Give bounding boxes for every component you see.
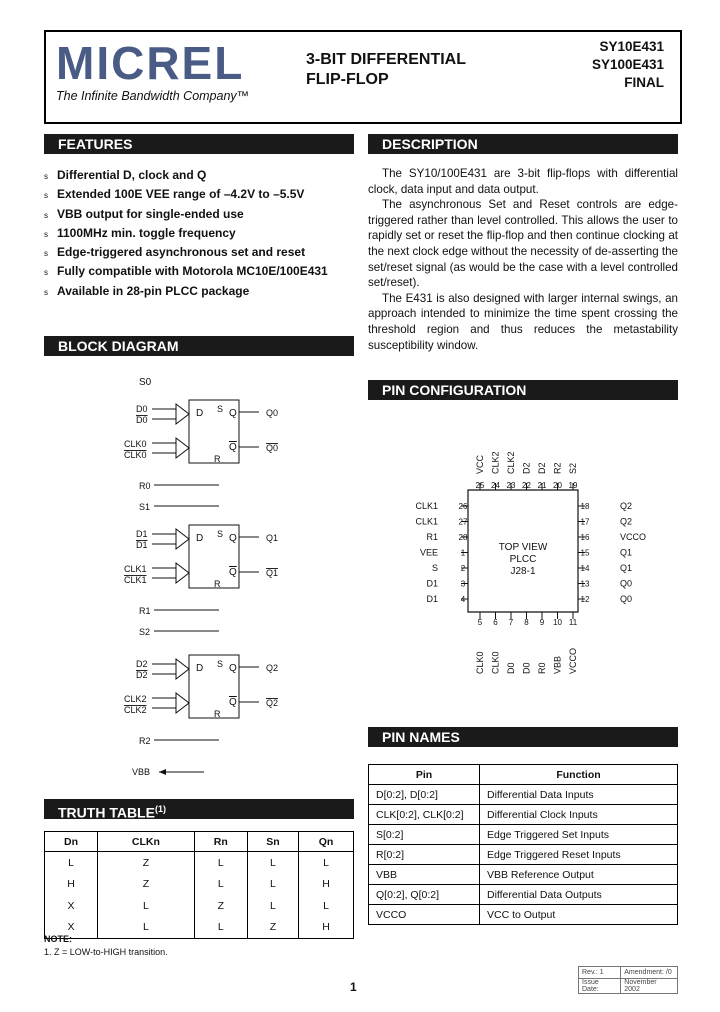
bullet-icon: s xyxy=(44,210,48,220)
truth-table-title: TRUTH TABLE xyxy=(58,804,155,821)
data-buffer-symbol xyxy=(176,404,189,424)
revision-label: Rev.: 1 xyxy=(579,967,621,979)
pin-name: Q2 xyxy=(620,516,633,527)
pin-names-table xyxy=(368,764,678,925)
title-line-1: 3-BIT DIFFERENTIAL xyxy=(306,51,466,68)
feature-text: Differential D, clock and Q xyxy=(57,168,207,182)
pin-number: 11 xyxy=(568,618,578,627)
table-row xyxy=(45,917,354,939)
pin-names-pin-cell: Q[0:2], Q[0:2] xyxy=(369,885,480,905)
pin-number: 18 xyxy=(580,502,590,511)
part-number-100e: SY100E431 xyxy=(591,57,664,72)
data-buffer-symbol xyxy=(176,659,189,679)
pin-number: 4 xyxy=(460,595,466,604)
pin-names-pin-cell: S[0:2] xyxy=(369,825,480,845)
qbar-output-label: Q1 xyxy=(266,568,279,578)
truth-table-cell: L xyxy=(45,852,98,874)
part-numbers xyxy=(592,38,664,92)
features-list xyxy=(44,166,354,301)
data-input-label: D1 xyxy=(136,529,148,539)
truth-table-header-row xyxy=(45,832,354,852)
pin-names-function-cell: Differential Data Inputs xyxy=(480,785,678,805)
feature-text: 1100MHz min. toggle frequency xyxy=(57,225,236,240)
pin-number: 15 xyxy=(580,548,590,558)
q-output-label: Q1 xyxy=(266,533,279,543)
feature-item xyxy=(44,243,354,262)
pin-configuration-diagram xyxy=(368,404,678,684)
pin-number: 22 xyxy=(522,481,531,490)
pin-names-header-row xyxy=(369,765,678,785)
pin-number: 6 xyxy=(493,618,498,627)
pin-number: 8 xyxy=(524,618,529,627)
truth-table-cell: X xyxy=(45,917,98,939)
ff-qbar-pin-label: Q xyxy=(229,697,237,708)
pin-name: CLK0 xyxy=(490,651,501,674)
truth-table-cell: Z xyxy=(98,874,195,896)
revision-box xyxy=(578,966,678,994)
feature-item xyxy=(44,224,354,243)
pin-number: 21 xyxy=(537,481,547,490)
pin-number: 16 xyxy=(580,533,590,542)
pin-number: 28 xyxy=(458,533,468,542)
feature-text: VBB output for single-ended use xyxy=(57,206,244,221)
pin-number: 14 xyxy=(580,564,590,573)
ff-d-pin-label: D xyxy=(196,663,204,674)
document-title xyxy=(306,50,466,90)
ff-q-pin-label: Q xyxy=(229,663,237,674)
pin-number: 26 xyxy=(458,502,468,511)
clock-bar-input-label: CLK1 xyxy=(124,575,147,585)
package-type-label: PLCC xyxy=(509,554,537,565)
table-row xyxy=(369,805,678,825)
pin-name: CLK1 xyxy=(415,501,438,511)
issue-date-label: Issue Date: xyxy=(579,979,621,994)
set-input-label: S2 xyxy=(139,627,151,637)
data-input-label: D0 xyxy=(136,404,148,414)
pin-name: VCC xyxy=(475,454,485,474)
truth-table-cell: L xyxy=(299,895,354,917)
pin-name: VEE xyxy=(419,547,438,558)
ff-qbar-pin-label: Q xyxy=(229,442,237,453)
pin-name: R1 xyxy=(426,532,438,542)
data-bar-input-label: D2 xyxy=(136,670,148,680)
description-text xyxy=(368,166,678,353)
truth-table-column-header: Qn xyxy=(299,832,354,852)
clock-bar-input-label: CLK0 xyxy=(124,450,147,460)
pin-number: 2 xyxy=(460,564,466,573)
truth-table xyxy=(44,831,354,939)
feature-item xyxy=(44,205,354,224)
note-text: 1. Z = LOW-to-HIGH transition. xyxy=(44,947,168,957)
feature-item xyxy=(44,282,354,301)
pin-number: 10 xyxy=(553,618,562,627)
block-diagram-heading: BLOCK DIAGRAM xyxy=(44,336,354,356)
vbb-label: VBB xyxy=(132,767,151,777)
truth-table-cell: L xyxy=(98,895,195,917)
truth-table-cell: L xyxy=(247,852,298,874)
document-status: FINAL xyxy=(624,75,664,90)
truth-table-cell: H xyxy=(45,874,98,896)
pin-number: 19 xyxy=(568,481,578,490)
truth-table-heading xyxy=(44,799,354,819)
pin-names-function-cell: Edge Triggered Reset Inputs xyxy=(480,845,678,865)
clock-buffer-symbol xyxy=(176,693,189,713)
q-output-label: Q0 xyxy=(266,408,279,418)
feature-text: Edge-triggered asynchronous set and reset xyxy=(57,245,306,260)
pin-name: D2 xyxy=(521,462,532,474)
pin-name: S xyxy=(431,563,438,573)
pin-configuration-heading: PIN CONFIGURATION xyxy=(368,380,678,400)
pin-name: D2 xyxy=(537,462,547,474)
pin-name: D0 xyxy=(506,662,516,674)
vbb-arrow-icon xyxy=(159,769,166,775)
ff-s-pin-label: S xyxy=(217,404,224,414)
table-row xyxy=(369,865,678,885)
table-row xyxy=(369,825,678,845)
ff-r-pin-label: R xyxy=(214,709,221,719)
bullet-icon: s xyxy=(44,191,48,201)
pin-number: 1 xyxy=(460,548,466,558)
truth-table-cell: L xyxy=(194,852,247,874)
truth-table-cell: L xyxy=(299,852,354,874)
truth-table-cell: L xyxy=(194,874,247,896)
ff-d-pin-label: D xyxy=(196,533,204,544)
description-paragraph: The SY10/100E431 are 3-bit flip-flops with differential clock, data input and data output. xyxy=(368,167,678,196)
micrel-logo: MICREL xyxy=(56,37,245,89)
table-row xyxy=(369,885,678,905)
reset-input-label: R1 xyxy=(139,606,151,616)
truth-table-cell: L xyxy=(98,917,195,939)
clock-bar-input-label: CLK2 xyxy=(124,705,147,715)
pin-name: Q0 xyxy=(620,594,633,604)
pin-number: 20 xyxy=(553,481,562,490)
pin-name: CLK1 xyxy=(415,516,438,527)
amendment-label: Amendment: /0 xyxy=(621,967,678,979)
set-input-label-s0: S0 xyxy=(139,377,152,388)
set-input-label: S1 xyxy=(139,502,151,512)
truth-table-cell: H xyxy=(299,917,354,939)
pin-names-pin-cell: D[0:2], D[0:2] xyxy=(369,785,480,805)
package-view-label: TOP VIEW xyxy=(498,542,548,553)
pin-name: VCCO xyxy=(620,532,647,542)
pin-name: Q1 xyxy=(620,563,633,573)
pin-number: 27 xyxy=(458,517,468,527)
table-row xyxy=(369,845,678,865)
pin-name: VBB xyxy=(552,655,563,674)
truth-table-column-header: Rn xyxy=(194,832,247,852)
block-diagram xyxy=(44,360,354,790)
pin-name: VCCO xyxy=(568,647,578,674)
part-number-10e: SY10E431 xyxy=(599,39,664,54)
pin-number: 24 xyxy=(491,481,500,490)
clock-input-label: CLK2 xyxy=(124,694,147,704)
q-output-label: Q2 xyxy=(266,663,279,673)
function-column-header: Function xyxy=(480,765,678,785)
pin-names-function-cell: Differential Data Outputs xyxy=(480,885,678,905)
pin-name: Q1 xyxy=(620,547,633,558)
truth-table-column-header: Sn xyxy=(247,832,298,852)
ff-r-pin-label: R xyxy=(214,579,221,589)
table-row xyxy=(45,874,354,896)
truth-table-cell: L xyxy=(194,917,247,939)
pin-name: R0 xyxy=(537,662,547,674)
pin-number: 3 xyxy=(460,579,466,589)
data-input-label: D2 xyxy=(136,659,148,669)
pin-number: 25 xyxy=(475,481,485,490)
truth-table-cell: L xyxy=(247,895,298,917)
package-code-label: J28-1 xyxy=(510,566,536,577)
bullet-icon: s xyxy=(44,287,48,297)
bullet-icon: s xyxy=(44,229,48,239)
pin-name: D1 xyxy=(426,578,438,589)
data-buffer-symbol xyxy=(176,529,189,549)
feature-text: Extended 100E VEE range of –4.2V to –5.5V xyxy=(57,187,305,202)
pin-names-function-cell: VCC to Output xyxy=(480,905,678,925)
pin-column-header: Pin xyxy=(369,765,480,785)
pin-name: D1 xyxy=(426,594,438,604)
truth-table-note-ref: (1) xyxy=(154,804,166,814)
reset-input-label: R2 xyxy=(139,736,151,746)
bullet-icon: s xyxy=(44,172,48,181)
pin-number: 12 xyxy=(580,595,590,604)
pin-name: CLK2 xyxy=(506,451,516,474)
reset-input-label: R0 xyxy=(139,481,151,491)
bullet-icon: s xyxy=(44,249,48,259)
truth-table-cell: X xyxy=(45,895,98,917)
pin-number: 17 xyxy=(580,517,590,527)
data-bar-input-label: D1 xyxy=(136,540,148,550)
features-heading: FEATURES xyxy=(44,134,354,154)
table-row xyxy=(369,785,678,805)
ff-q-pin-label: Q xyxy=(229,533,237,544)
truth-table-cell: Z xyxy=(98,852,195,874)
pin-name: Q0 xyxy=(620,578,633,589)
ff-s-pin-label: S xyxy=(217,529,224,539)
clock-input-label: CLK1 xyxy=(124,564,147,574)
truth-table-cell: Z xyxy=(247,917,298,939)
pin-number: 9 xyxy=(539,618,545,627)
pin-names-function-cell: VBB Reference Output xyxy=(480,865,678,885)
note-heading: NOTE: xyxy=(44,934,72,944)
table-row xyxy=(45,852,354,874)
page-number: 1 xyxy=(350,980,357,994)
pin-names-pin-cell: R[0:2] xyxy=(369,845,480,865)
data-bar-input-label: D0 xyxy=(136,415,148,425)
pin-name: R2 xyxy=(552,462,563,474)
truth-table-cell: L xyxy=(247,874,298,896)
title-line-2: FLIP-FLOP xyxy=(306,71,389,88)
truth-table-column-header: Dn xyxy=(45,832,98,852)
qbar-output-label: Q0 xyxy=(266,443,279,453)
ff-d-pin-label: D xyxy=(196,408,204,419)
pin-names-function-cell: Differential Clock Inputs xyxy=(480,805,678,825)
clock-buffer-symbol xyxy=(176,438,189,458)
pin-names-heading: PIN NAMES xyxy=(368,727,678,747)
pin-name: CLK2 xyxy=(490,451,501,474)
pin-name: CLK0 xyxy=(475,651,485,674)
issue-date: November 2002 xyxy=(621,979,678,994)
description-paragraph: The asynchronous Set and Reset controls are edge-triggered rather than level controlled. This allows the user to rapidly set or reset the flip-flop and then continue clocking at the next clock edge without the necessity of de-asserting the set/reset signal (as would be the case with a level controlled set/reset). xyxy=(368,198,678,290)
pin-name: Q2 xyxy=(620,501,633,511)
pin-names-function-cell: Edge Triggered Set Inputs xyxy=(480,825,678,845)
pin-name: D0 xyxy=(521,662,532,674)
bullet-icon: s xyxy=(44,268,48,278)
feature-text: Fully compatible with Motorola MC10E/100E431 xyxy=(57,264,328,279)
ff-r-pin-label: R xyxy=(214,454,221,464)
truth-table-cell: Z xyxy=(194,895,247,917)
qbar-output-label: Q2 xyxy=(266,698,279,708)
pin-names-pin-cell: VBB xyxy=(369,865,480,885)
feature-item xyxy=(44,166,354,185)
pin-names-pin-cell: CLK[0:2], CLK[0:2] xyxy=(369,805,480,825)
feature-item xyxy=(44,185,354,204)
feature-item xyxy=(44,262,354,281)
description-heading: DESCRIPTION xyxy=(368,134,678,154)
ff-q-pin-label: Q xyxy=(229,408,237,419)
pin-name: S2 xyxy=(568,462,578,474)
table-row xyxy=(45,895,354,917)
truth-table-cell: H xyxy=(299,874,354,896)
pin-number: 5 xyxy=(477,618,483,627)
pin-number: 13 xyxy=(580,579,590,589)
clock-input-label: CLK0 xyxy=(124,439,147,449)
company-tagline: The Infinite Bandwidth Company™ xyxy=(56,89,250,103)
ff-qbar-pin-label: Q xyxy=(229,567,237,578)
clock-buffer-symbol xyxy=(176,563,189,583)
ff-s-pin-label: S xyxy=(217,659,224,669)
truth-table-column-header: CLKn xyxy=(98,832,195,852)
pin-number: 7 xyxy=(508,618,514,627)
pin-number: 23 xyxy=(506,481,516,490)
table-row xyxy=(369,905,678,925)
description-paragraph: The E431 is also designed with larger internal swings, an approach intended to minimize the time spent crossing the threshold region and thus reduces the metastability susceptibility window. xyxy=(368,291,678,352)
pin-names-pin-cell: VCCO xyxy=(369,905,480,925)
feature-text: Available in 28-pin PLCC package xyxy=(57,283,250,298)
